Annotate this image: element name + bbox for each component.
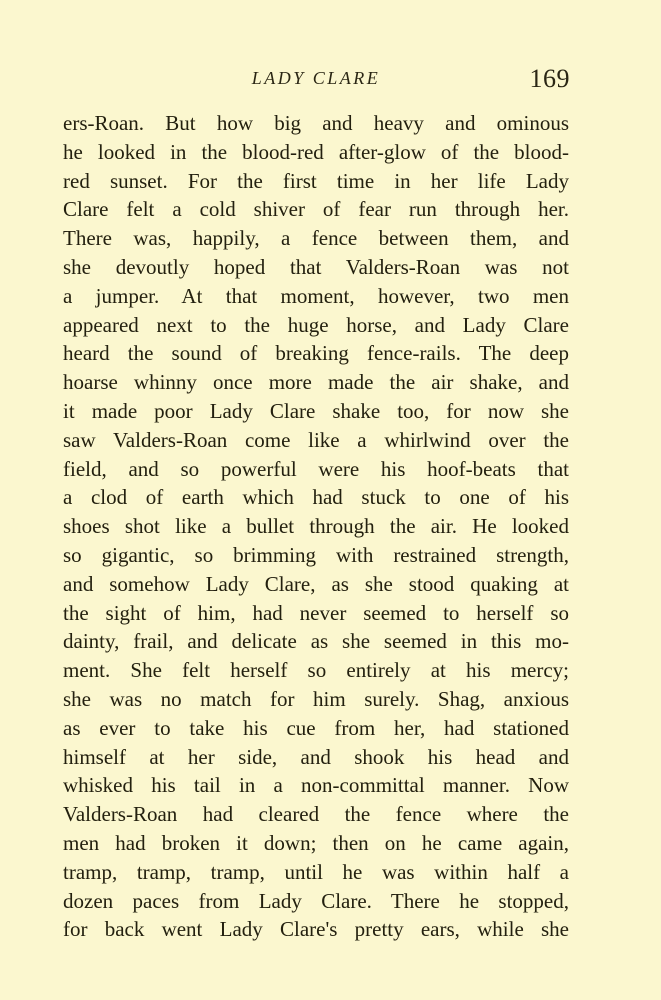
- text-line: shoes shot like a bullet through the air. He looked: [63, 514, 569, 539]
- text-line: hoarse whinny once more made the air shake, and: [63, 370, 569, 395]
- text-line: so gigantic, so brimming with restrained strength,: [63, 542, 569, 567]
- text-line: as ever to take his cue from her, had stationed: [63, 715, 569, 740]
- text-line: dainty, frail, and delicate as she seemed in this mo-: [63, 629, 569, 654]
- text-line: dozen paces from Lady Clare. There he stopped,: [63, 888, 569, 913]
- text-line: Valders-Roan had cleared the fence where the: [63, 802, 569, 827]
- text-line: for back went Lady Clare's pretty ears, while she: [63, 917, 569, 942]
- text-line: whisked his tail in a non-committal manner. Now: [63, 773, 569, 798]
- text-line: it made poor Lady Clare shake too, for now she: [63, 398, 569, 423]
- text-line: ers-Roan. But how big and heavy and ominous: [63, 111, 569, 135]
- text-line: she devoutly hoped that Valders-Roan was not: [63, 254, 569, 279]
- text-line: himself at her side, and shook his head and: [63, 744, 569, 769]
- text-line: saw Valders-Roan come like a whirlwind over the: [63, 427, 569, 452]
- text-line: heard the sound of breaking fence-rails. The deep: [63, 341, 569, 366]
- page-header: [62, 64, 570, 98]
- text-line: she was no match for him surely. Shag, anxious: [63, 686, 569, 711]
- text-line: the sight of him, had never seemed to herself so: [63, 600, 569, 625]
- text-line: Clare felt a cold shiver of fear run through her.: [63, 197, 569, 222]
- text-line: field, and so powerful were his hoof-beats that: [63, 456, 569, 481]
- text-line: There was, happily, a fence between them, and: [63, 226, 569, 251]
- text-line: red sunset. For the first time in her life Lady: [63, 168, 569, 193]
- text-line: a jumper. At that moment, however, two men: [63, 283, 569, 308]
- body-text: [63, 109, 569, 944]
- text-line: and somehow Lady Clare, as she stood quaking at: [63, 571, 569, 596]
- running-title: LADY CLARE: [251, 68, 381, 88]
- text-line: ment. She felt herself so entirely at his mercy;: [63, 658, 569, 683]
- page-number: 169: [529, 64, 570, 93]
- text-line: tramp, tramp, tramp, until he was within half a: [63, 859, 569, 884]
- text-line: a clod of earth which had stuck to one of his: [63, 485, 569, 510]
- text-line: appeared next to the huge horse, and Lady Clare: [63, 312, 569, 337]
- text-line: he looked in the blood-red after-glow of the blood-: [63, 139, 569, 164]
- text-line: men had broken it down; then on he came again,: [63, 830, 569, 855]
